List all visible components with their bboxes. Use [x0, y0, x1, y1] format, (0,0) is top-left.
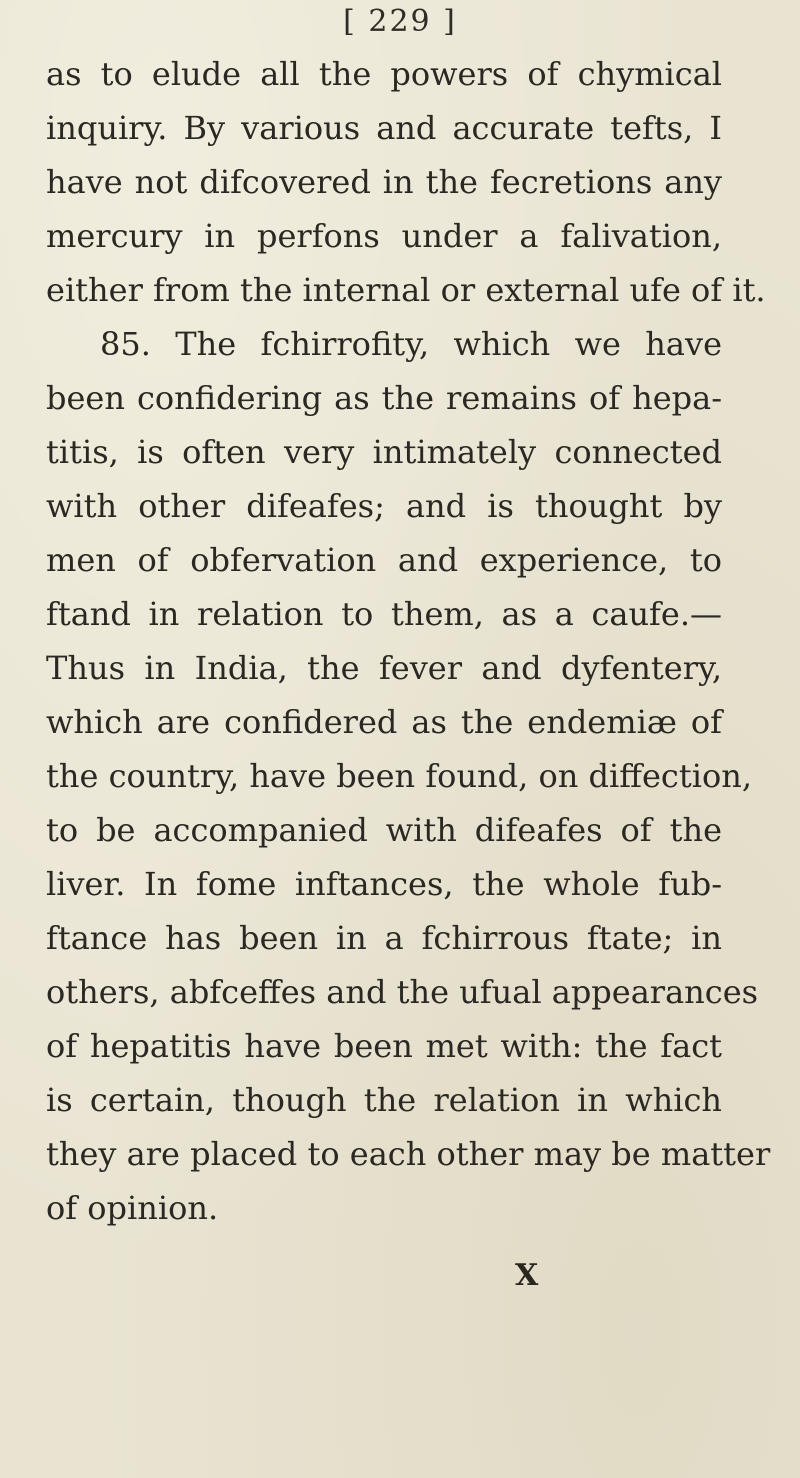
text-line: been confidering as the remains of hepa- — [46, 379, 722, 417]
text-line: Thus in India, the fever and dyfentery, — [46, 649, 722, 687]
text-line: they are placed to each other may be matter — [46, 1135, 771, 1173]
text-line: mercury in perfons under a falivation, — [46, 217, 722, 255]
paragraph-start-line: 85. The fchirrofity, which we have — [100, 325, 722, 363]
text-line: to be accompanied with difeafes of the — [46, 811, 722, 849]
text-line: either from the internal or external ufe of it. — [46, 271, 766, 309]
page-number: [ 229 ] — [343, 4, 457, 39]
text-line: is certain, though the relation in which — [46, 1081, 722, 1119]
text-line: have not difcovered in the fecretions any — [46, 163, 722, 201]
text-line: of hepatitis have been met with: the fact — [46, 1027, 722, 1065]
text-line: as to elude all the powers of chymical — [46, 55, 722, 93]
text-line-last: of opinion. — [46, 1189, 219, 1227]
text-line: ftand in relation to them, as a caufe.— — [46, 595, 722, 633]
signature-mark: X — [515, 1258, 539, 1293]
text-line: liver. In fome inftances, the whole fub- — [46, 865, 722, 903]
text-line: the country, have been found, on diffection, — [46, 757, 752, 795]
text-line: with other difeafes; and is thought by — [46, 487, 722, 525]
text-line: inquiry. By various and accurate tefts, I — [46, 109, 722, 147]
text-line: which are confidered as the endemiæ of — [46, 703, 722, 741]
text-line: others, abfceffes and the ufual appearances — [46, 973, 759, 1011]
text-line: men of obfervation and experience, to — [46, 541, 722, 579]
text-line: ftance has been in a fchirrous ftate; in — [46, 919, 722, 957]
text-line: titis, is often very intimately connected — [46, 433, 722, 471]
